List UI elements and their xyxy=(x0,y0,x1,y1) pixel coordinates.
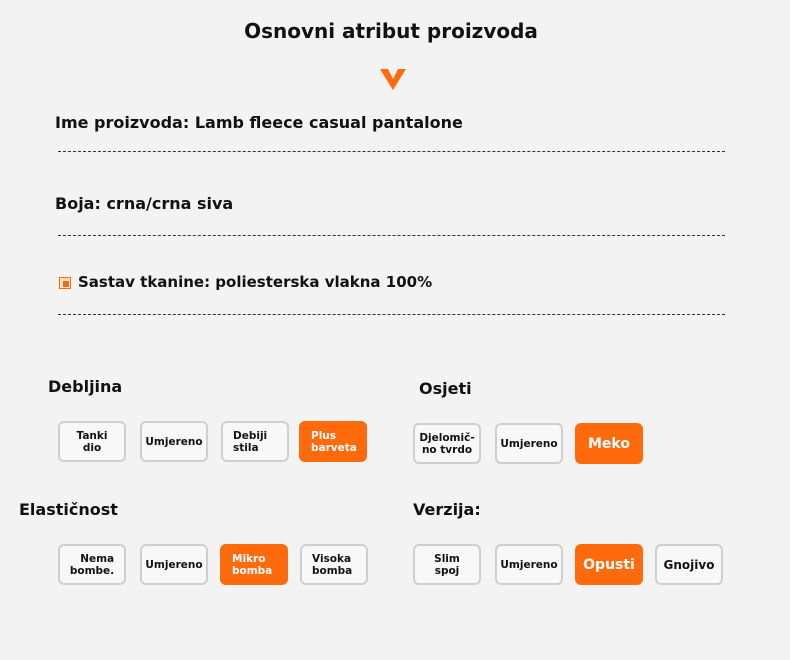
page-title: Osnovni atribut proizvoda xyxy=(244,19,538,43)
checkbox-icon xyxy=(59,277,71,289)
option-thickness-plus-velvet[interactable]: Plus barveta xyxy=(299,421,367,462)
fabric-attribute: Sastav tkanine: poliesterska vlakna 100% xyxy=(78,273,433,291)
section-title-thickness: Debljina xyxy=(48,377,123,396)
option-feel-soft[interactable]: Meko xyxy=(575,423,643,464)
option-feel-moderate[interactable]: Umjereno xyxy=(495,423,563,464)
option-elasticity-micro[interactable]: Mikro bomba xyxy=(220,544,288,585)
product-name-attribute: Ime proizvoda: Lamb fleece casual pantalone xyxy=(55,113,463,132)
divider xyxy=(58,235,725,236)
chevron-down-icon xyxy=(378,67,408,91)
option-thickness-thin[interactable]: Tanki dio xyxy=(58,421,126,462)
divider xyxy=(58,151,725,152)
option-elasticity-high[interactable]: Visoka bomba xyxy=(300,544,368,585)
option-thickness-thicker[interactable]: Debiji stila xyxy=(221,421,289,462)
option-elasticity-none[interactable]: Nema bombe. xyxy=(58,544,126,585)
option-elasticity-moderate[interactable]: Umjereno xyxy=(140,544,208,585)
option-version-fertilizer[interactable]: Gnojivo xyxy=(655,544,723,585)
section-title-version: Verzija: xyxy=(413,500,481,519)
option-version-loose[interactable]: Opusti xyxy=(575,544,643,585)
section-title-feel: Osjeti xyxy=(419,379,472,398)
divider xyxy=(58,314,725,315)
option-thickness-moderate[interactable]: Umjereno xyxy=(140,421,208,462)
option-version-moderate[interactable]: Umjereno xyxy=(495,544,563,585)
color-attribute: Boja: crna/crna siva xyxy=(55,194,234,213)
option-feel-semi-hard[interactable]: Djelomič- no tvrdo xyxy=(413,423,481,464)
option-version-slim[interactable]: Slim spoj xyxy=(413,544,481,585)
section-title-elasticity: Elastičnost xyxy=(19,500,118,519)
